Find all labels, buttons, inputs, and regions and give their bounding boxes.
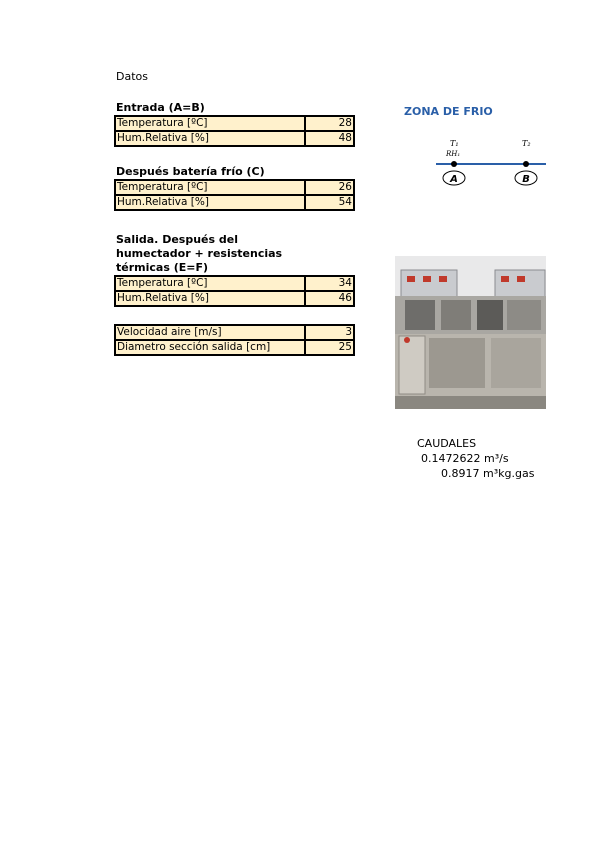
table-salida [114,275,355,307]
row-label: Hum.Relativa [%] [115,131,305,146]
row-value[interactable]: 46 [305,291,354,306]
table-row [115,180,354,195]
section-heading-salida [116,233,282,275]
row-value[interactable]: 3 [305,325,354,340]
row-label: Velocidad aire [m/s] [115,325,305,340]
table-row [115,325,354,340]
point-b-label: B [522,174,530,185]
table-flujo [114,324,355,356]
caudal-row [417,451,534,466]
equipment-photo [395,256,546,409]
row-label: Diametro sección salida [cm] [115,340,305,355]
heading-line: térmicas (E=F) [116,261,208,274]
table-row [115,276,354,291]
row-label: Hum.Relativa [%] [115,195,305,210]
row-value[interactable]: 28 [305,116,354,131]
row-label: Hum.Relativa [%] [115,291,305,306]
section-heading-bateria: Después batería frío (C) [116,165,265,178]
sensor-label-t2: T₂ [522,139,531,148]
table-row [115,131,354,146]
table-row [115,291,354,306]
sensor-dot-a [451,161,457,167]
table-row [115,340,354,355]
sensor-label-t1: T₁ [450,139,459,148]
table-entrada [114,115,355,147]
row-label: Temperatura [ºC] [115,276,305,291]
caudales-block [417,436,534,481]
table-row [115,195,354,210]
zone-diagram [430,134,550,194]
caudales-label: CAUDALES [417,437,477,450]
section-heading-entrada: Entrada (A=B) [116,101,205,114]
row-value[interactable]: 25 [305,340,354,355]
row-value[interactable]: 34 [305,276,354,291]
row-value[interactable]: 26 [305,180,354,195]
row-value[interactable]: 48 [305,131,354,146]
caudal-unit: m³kg.gas [483,467,535,480]
caudal-row [417,466,534,481]
table-bateria [114,179,355,211]
sensor-label-rh1: RH₁ [446,150,461,158]
row-label: Temperatura [ºC] [115,116,305,131]
page-title: Datos [116,70,148,83]
sensor-dot-b [523,161,529,167]
heading-line: Salida. Después del [116,233,238,246]
row-value[interactable]: 54 [305,195,354,210]
heading-line: humectador + resistencias [116,247,283,260]
caudal-unit: m³/s [484,452,509,465]
row-label: Temperatura [ºC] [115,180,305,195]
point-a-label: A [450,174,458,185]
zone-title: ZONA DE FRIO [404,105,493,118]
caudal-value: 0.8917 [441,467,480,480]
table-row [115,116,354,131]
caudal-value: 0.1472622 [421,452,481,465]
